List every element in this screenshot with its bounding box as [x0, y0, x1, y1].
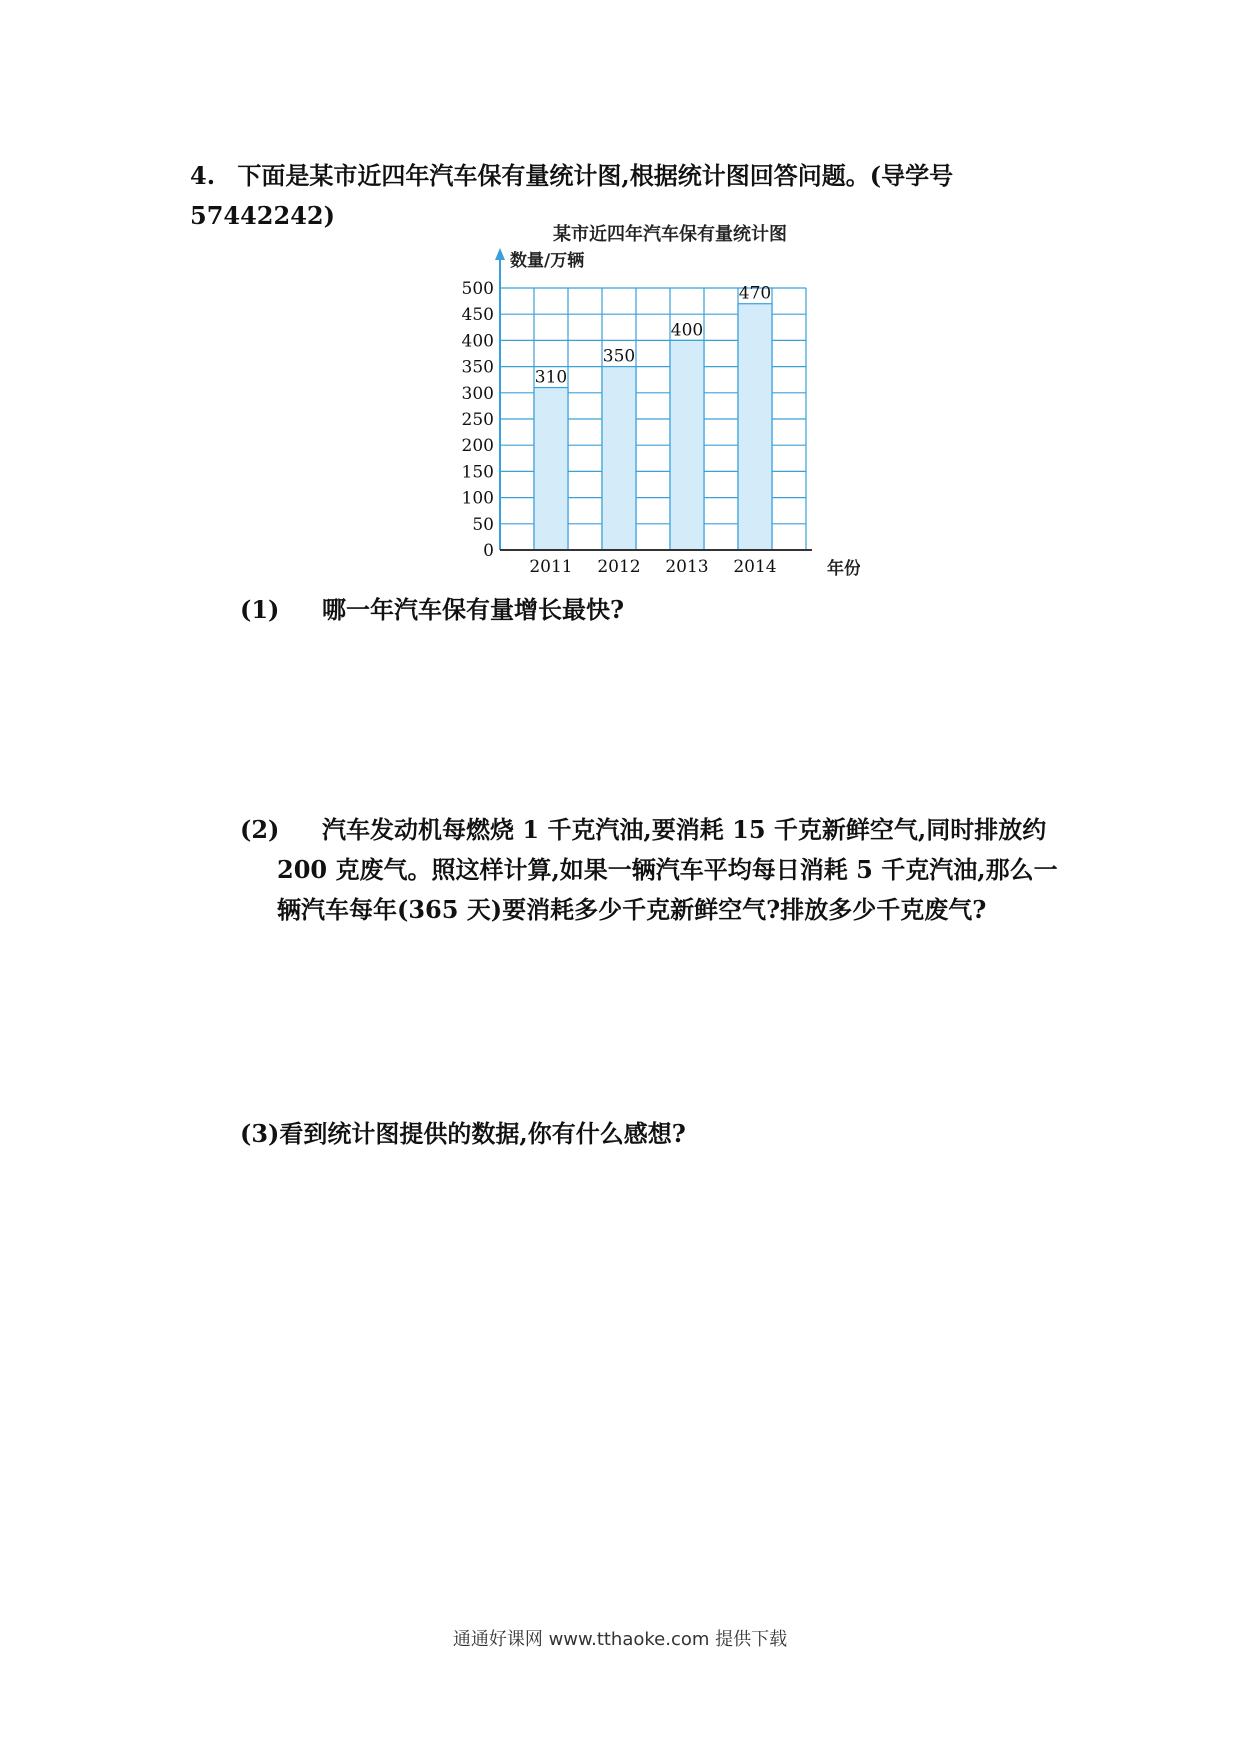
bar-chart	[440, 220, 860, 584]
sub-question-3-text: 看到统计图提供的数据,你有什么感想?	[279, 1119, 686, 1148]
chart-title: 某市近四年汽车保有量统计图	[553, 224, 787, 245]
x-tick-label: 2011	[529, 557, 573, 577]
x-tick-label: 2012	[597, 557, 641, 577]
y-tick-label: 200	[461, 436, 494, 457]
y-tick-label: 0	[483, 541, 494, 561]
bar-2014	[738, 304, 772, 550]
x-tick-label: 2014	[733, 557, 777, 577]
data-label-2014: 470	[738, 283, 772, 304]
bar-2011	[534, 388, 568, 550]
sub-question-2-number: (2)	[240, 815, 280, 844]
y-tick-label: 300	[461, 383, 494, 404]
footer-credit: 通通好课网 www.tthaoke.com 提供下载	[452, 1629, 788, 1650]
data-label-2012: 350	[602, 346, 636, 367]
chart-ylabel: 数量/万辆	[510, 251, 585, 271]
y-tick-label: 50	[472, 514, 494, 535]
question-number: 4.	[190, 161, 216, 190]
y-tick-label: 450	[461, 305, 494, 326]
sub-question-2	[240, 810, 1100, 930]
y-tick-label: 400	[461, 331, 494, 352]
data-label-2013: 400	[670, 320, 704, 341]
y-axis-arrow-icon	[495, 248, 505, 260]
bar-2013	[670, 340, 704, 550]
sub-question-3	[240, 1114, 1100, 1154]
y-tick-label: 350	[461, 357, 494, 378]
chart-svg	[440, 220, 860, 580]
y-tick-label: 250	[461, 410, 494, 430]
sub-question-2-line3: 辆汽车每年(365 天)要消耗多少千克新鲜空气?排放多少千克废气?	[277, 895, 987, 924]
y-tick-label: 100	[461, 488, 494, 509]
sub-question-3-number: (3)	[240, 1119, 280, 1148]
chart-xlabel: 年份	[827, 559, 860, 579]
data-label-2011: 310	[534, 367, 568, 388]
x-tick-label: 2013	[665, 557, 709, 577]
sub-question-1-number: (1)	[240, 595, 280, 624]
sub-question-2-line2: 200 克废气。照这样计算,如果一辆汽车平均每日消耗 5 千克汽油,那么一	[277, 855, 1058, 884]
question-text: 下面是某市近四年汽车保有量统计图,根据统计图回答问题。(导学号	[237, 161, 954, 190]
question-code: 57442242)	[190, 201, 335, 230]
sub-question-1	[240, 590, 1100, 630]
sub-question-2-line1: 汽车发动机每燃烧 1 千克汽油,要消耗 15 千克新鲜空气,同时排放约	[322, 815, 1047, 844]
y-tick-label: 500	[461, 279, 494, 299]
y-tick-label: 150	[461, 462, 494, 483]
sub-question-1-text: 哪一年汽车保有量增长最快?	[322, 595, 625, 624]
bar-2012	[602, 367, 636, 550]
